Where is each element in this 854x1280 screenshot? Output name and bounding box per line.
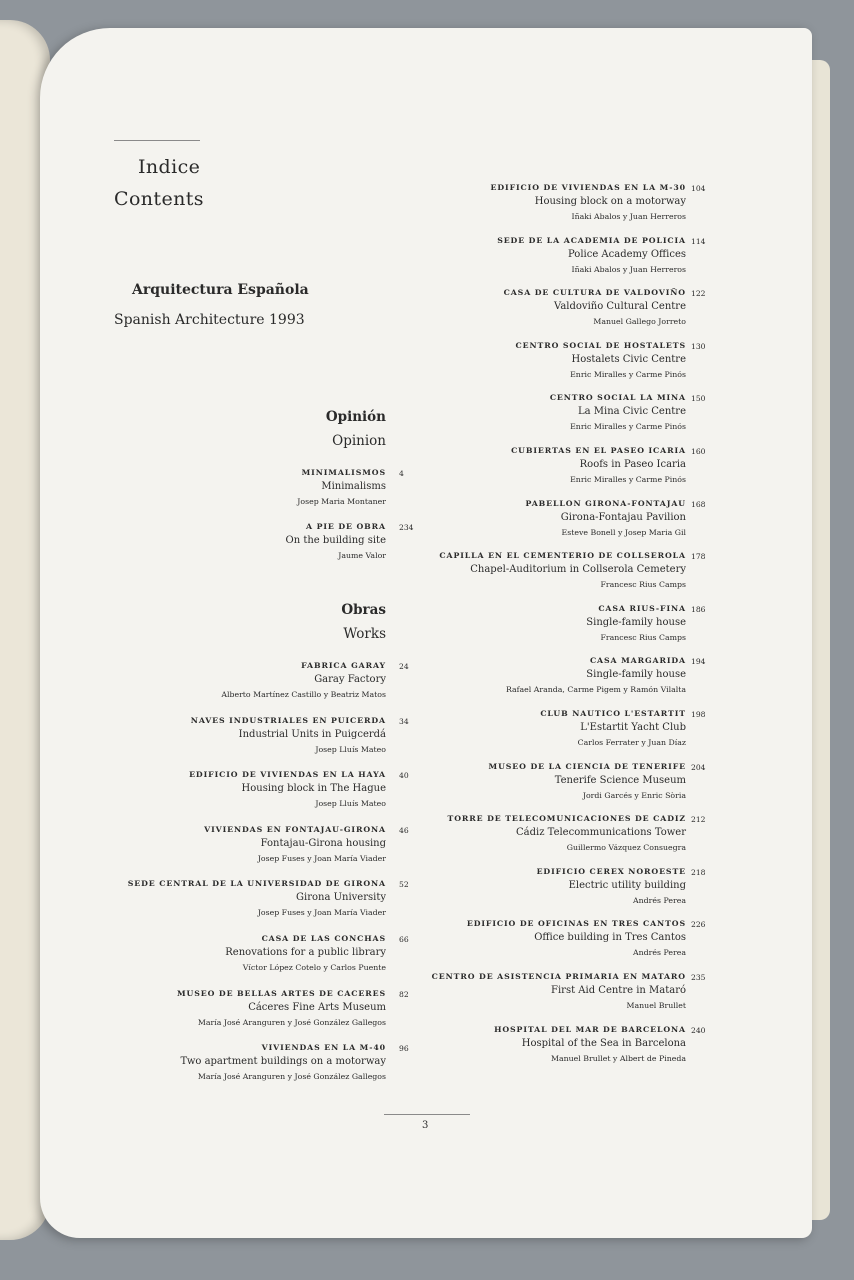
entry-title: CUBIERTAS EN EL PASEO ICARIA [511,446,686,455]
entry-author: Josep Lluís Mateo [315,799,386,809]
toc-entry [497,235,686,277]
section-opinion-es: Opinión [325,409,386,425]
entry-author: Alberto Martínez Castillo y Beatriz Matos [221,690,386,699]
entry-title: MUSEO DE LA CIENCIA DE TENERIFE [488,761,686,771]
entry-author: Iñaki Abalos y Juan Herreros [571,212,686,221]
entry-author: Josep Fuses y Joan María Viader [257,853,386,863]
entry-english-title: Two apartment buildings on a motorway [180,1056,386,1068]
entry-page-number: 66 [399,935,409,944]
entry-title: CAPILLA EN EL CEMENTERIO DE COLLSEROLA [439,551,686,561]
entry-english-title: First Aid Centre in Mataró [551,985,686,996]
entry-page-number: 160 [691,447,706,456]
entry-title: MUSEO DE BELLAS ARTES DE CACERES [177,988,386,998]
entry-english-title: Office building in Tres Cantos [534,932,686,944]
toc-entry [586,603,686,645]
toc-entry [297,467,386,509]
entry-english-title: Housing block on a motorway [534,196,686,207]
entry-page-number: 122 [691,289,706,299]
contents-page [40,28,812,1238]
toc-entry [504,287,686,329]
entry-title: CASA RIUS-FINA [598,603,686,613]
entry-author: Josep Maria Montaner [297,497,386,506]
entry-author: Rafael Aranda, Carme Pigem y Ramón Vilalta [505,685,686,695]
toc-entry [432,971,686,1013]
toc-entry [550,392,686,434]
entry-author: Jaume Valor [338,551,386,560]
toc-entry [225,933,386,975]
toc-entry [221,660,386,702]
entry-english-title: Girona-Fontajau Pavilion [560,511,686,523]
entry-title: PABELLON GIRONA-FONTAJAU [525,498,686,508]
toc-entry [181,1042,387,1084]
entry-author: Josep Fuses y Joan María Viader [257,908,386,918]
entry-author: Víctor López Cotelo y Carlos Puente [242,963,386,972]
entry-author: Manuel Brullet y Albert de Pineda [550,1053,686,1063]
entry-title: VIVIENDAS EN LA M-40 [261,1043,386,1053]
entry-page-number: 96 [399,1044,409,1054]
entry-title: HOSPITAL DEL MAR DE BARCELONA [494,1024,686,1034]
entry-title: CENTRO SOCIAL LA MINA [549,393,686,403]
toc-entry [516,340,686,382]
entry-page-number: 4 [399,469,404,478]
entry-author: Enric Miralles y Carme Pinós [570,369,686,379]
entry-title: SEDE CENTRAL DE LA UNIVERSIDAD DE GIRONA [127,879,386,889]
entry-page-number: 114 [691,236,706,246]
entry-author: Enric Miralles y Carme Pinós [570,475,686,484]
entry-english-title: Garay Factory [314,674,386,685]
entry-page-number: 218 [691,867,706,877]
entry-page-number: 186 [691,604,706,614]
section-works-en: Works [343,626,386,642]
bottom-rule [384,1114,470,1115]
entry-english-title: Police Academy Offices [567,248,686,260]
entry-english-title: Housing block in The Hague [241,783,386,795]
entry-page-number: 194 [691,657,706,667]
entry-title: CASA DE LAS CONCHAS [261,934,386,943]
entry-author: Josep Lluís Mateo [315,744,386,754]
page-number: 3 [422,1120,429,1131]
entry-author: Esteve Bonell y Josep Maria Gil [561,527,686,537]
entry-page-number: 212 [691,815,706,825]
entry-author: María José Aranguren y José González Gallegos [197,1072,386,1082]
entry-title: CASA MARGARIDA [589,656,686,666]
entry-author: Manuel Brullet [626,1001,686,1010]
index-title: Indice [138,156,201,178]
entry-author: Manuel Gallego Jorreto [593,317,686,327]
section-opinion-en: Opinion [332,433,386,449]
entry-page-number: 234 [399,523,414,532]
toc-entry [540,708,686,750]
entry-english-title: Industrial Units in Puigcerdá [238,728,386,740]
entry-page-number: 168 [691,499,706,509]
entry-author: Francesc Rius Camps [600,632,686,642]
entry-title: EDIFICIO DE VIVIENDAS EN LA HAYA [189,770,386,780]
toc-entry [489,761,686,803]
entry-title: CASA DE CULTURA DE VALDOVIÑO [503,288,686,298]
entry-author: Guillermo Vázquez Consuegra [566,843,686,853]
toc-entry [511,445,686,487]
entry-english-title: On the building site [285,535,386,546]
toc-entry [506,655,686,697]
entry-author: Carlos Ferrater y Juan Díaz [577,738,686,747]
entry-title: EDIFICIO DE OFICINAS EN TRES CANTOS [466,919,686,929]
entry-page-number: 150 [691,394,706,404]
entry-title: A PIE DE OBRA [306,522,386,531]
top-rule [114,140,200,141]
entry-english-title: La Mina Civic Centre [577,406,686,418]
entry-english-title: Renovations for a public library [225,947,386,958]
entry-english-title: Valdoviño Cultural Centre [554,301,686,313]
toc-entry [467,918,686,960]
entry-english-title: Chapel-Auditorium in Collserola Cemetery [470,564,686,576]
entry-english-title: Electric utility building [568,879,686,891]
entry-english-title: Fontajau-Girona housing [260,837,386,849]
entry-english-title: Tenerife Science Museum [554,774,686,786]
entry-english-title: Girona University [296,892,386,904]
entry-title: EDIFICIO CEREX NOROESTE [536,866,686,876]
entry-title: NAVES INDUSTRIALES EN PUICERDA [190,715,386,725]
entry-page-number: 52 [399,880,409,890]
toc-entry [491,182,686,224]
entry-page-number: 46 [399,825,409,835]
entry-author: Iñaki Abalos y Juan Herreros [571,264,686,274]
entry-author: Jordi Garcés y Enric Sòria [582,790,686,800]
entry-author: María José Aranguren y José González Gallegos [197,1017,386,1027]
entry-english-title: Cádiz Telecommunications Tower [516,827,686,839]
entry-english-title: Roofs in Paseo Icaria [579,459,686,470]
toc-entry [494,1024,686,1066]
entry-title: CLUB NAUTICO L'ESTARTIT [540,709,686,718]
entry-page-number: 82 [399,989,409,999]
entry-page-number: 235 [691,973,706,982]
entry-page-number: 204 [691,762,706,772]
toc-entry [128,878,386,920]
entry-english-title: Single-family house [586,616,686,628]
entry-author: Francesc Rius Camps [600,580,686,590]
toc-entry [204,824,386,866]
toc-entry [191,715,386,757]
entry-title: TORRE DE TELECOMUNICACIONES DE CADIZ [447,814,686,824]
entry-english-title: Hospital of the Sea in Barcelona [521,1037,686,1049]
entry-page-number: 240 [691,1025,706,1035]
entry-page-number: 40 [399,771,409,781]
entry-page-number: 24 [399,662,409,671]
entry-author: Andrés Perea [633,948,686,958]
entry-english-title: L'Estartit Yacht Club [580,722,686,733]
subtitle-es: Arquitectura Española [132,282,309,298]
toc-entry [189,769,386,811]
entry-page-number: 34 [399,716,409,726]
subtitle-en: Spanish Architecture 1993 [114,312,305,328]
section-works-es: Obras [341,602,386,618]
toc-entry [526,498,686,540]
toc-entry [177,988,386,1030]
entry-title: MINIMALISMOS [301,468,386,477]
toc-entry [448,813,687,855]
toc-entry [286,521,387,563]
entry-title: VIVIENDAS EN FONTAJAU-GIRONA [204,824,386,834]
entry-author: Andrés Perea [633,895,686,905]
entry-title: CENTRO SOCIAL DE HOSTALETS [515,340,686,350]
entry-title: SEDE DE LA ACADEMIA DE POLICIA [497,235,686,245]
entry-english-title: Minimalisms [321,481,386,492]
toc-entry [439,550,686,592]
entry-author: Enric Miralles y Carme Pinós [570,422,686,432]
entry-page-number: 104 [691,184,706,193]
entry-english-title: Cáceres Fine Arts Museum [248,1001,386,1013]
entry-page-number: 198 [691,710,706,719]
contents-title: Contents [114,188,204,210]
entry-english-title: Single-family house [586,669,686,681]
entry-title: FABRICA GARAY [301,661,386,670]
toc-entry [537,866,686,908]
entry-title: EDIFICIO DE VIVIENDAS EN LA M-30 [490,183,686,192]
entry-title: CENTRO DE ASISTENCIA PRIMARIA EN MATARO [431,972,686,981]
entry-english-title: Hostalets Civic Centre [571,353,686,365]
entry-page-number: 130 [691,341,706,351]
entry-page-number: 226 [691,920,706,930]
entry-page-number: 178 [691,552,706,562]
